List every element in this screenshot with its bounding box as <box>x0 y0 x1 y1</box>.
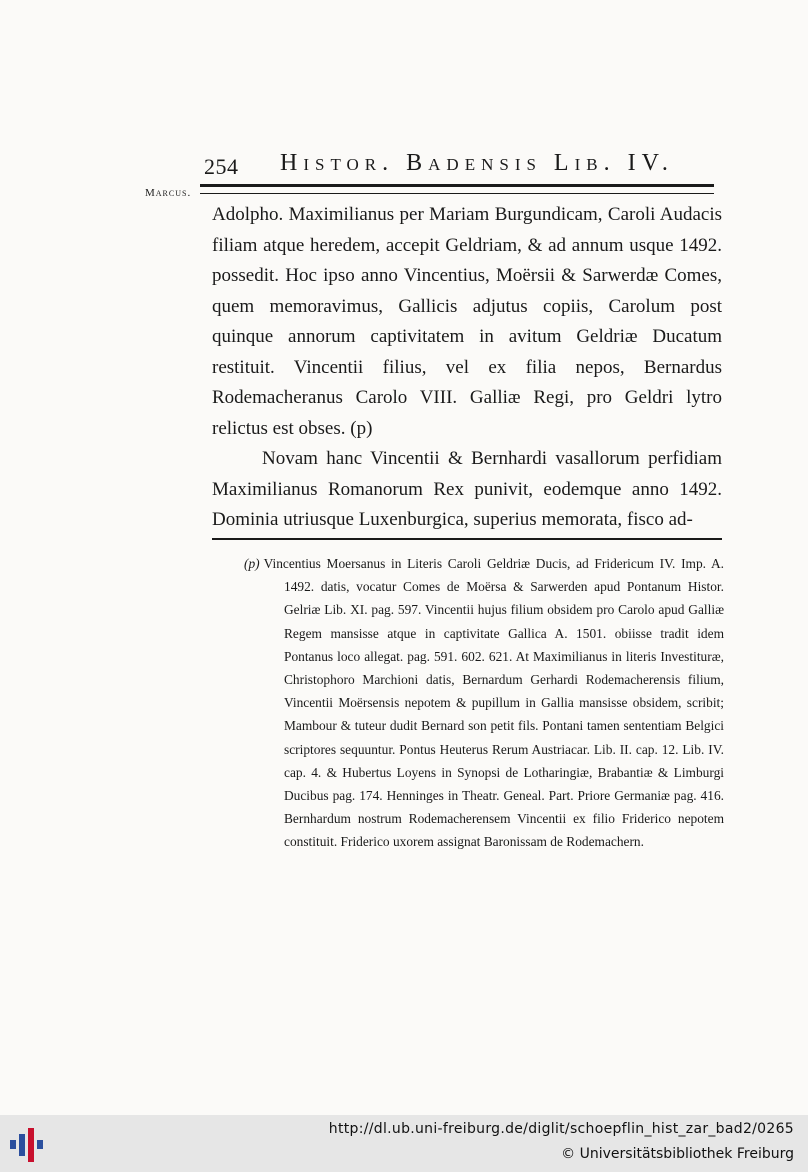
footnote-body <box>244 552 724 854</box>
footnote-mark: (p) <box>244 556 260 571</box>
page-header <box>200 148 720 182</box>
paragraph-1: Adolpho. Maximilianus per Mariam Burgundicam, Caroli Audacis filiam atque heredem, accepit Geldriam, & ad annum usque 1492. possedit. Hoc ipso anno Vincentius, Moërsii & Sarwerdæ Comes, quem memoravimus, Gallicis adjutus copiis, Carolum post quinque annorum captivitatem in avitum Geldriæ Ducatum restituit. Vincentii filius, vel ex filia nepos, Bernardus Rodemacheranus Carolo VIII. Galliæ Regi, pro Geldri lytro relictus est obses. (p) <box>212 204 722 439</box>
copyright-notice: © Universitätsbibliothek Freiburg <box>561 1146 794 1162</box>
running-title: Histor. Badensis Lib. IV. <box>280 150 674 176</box>
footnote-rule <box>212 538 722 540</box>
header-rule <box>200 184 714 194</box>
library-logo-icon <box>8 1124 48 1164</box>
margin-note: Marcus. <box>145 187 192 199</box>
footnote-text: Vincentius Moersanus in Literis Caroli Geldriæ Ducis, ad Fridericum IV. Imp. A. 1492. datis, vocatur Comes de Moërsa & Sarwerden apud Pontanum Histor. Gelriæ Lib. XI. pag. 597. Vincentii hujus filium obsidem pro Carolo apud Galliæ Regem mansisse atque in captivitate Gallica A. 1501. obiisse tradit idem Pontanus loco allegat. pag. 591. 602. 621. At Maximilianus in literis Investituræ, Christophoro Marchioni datis, Bernardum Gerhardi Rodemacherensis filium, Vincentii Moërsensis nepotem & pupillum in Gallia mansisse obsidem, scribit; Mambour & tuteur dudit Bernard son petit fils. Pontani tamen sententiam Belgici scriptores sequuntur. Pontus Heuterus Rerum Austriacar. Lib. II. cap. 12. Lib. IV. cap. 4. & Hubertus Loyens in Synopsi de Lotharingiæ, Brabantiæ & Limburgi Ducibus pag. 174. Henninges in Theatr. Geneal. Part. Priore Germaniæ pag. 416. Bernhardum nostrum Rodemacherensem Vincentii ex filio Friderico nepotem constituit. Friderico uxorem assignat Baronissam de Rodemachern. <box>263 556 724 850</box>
main-text <box>212 200 722 536</box>
footer-bar <box>0 1115 808 1172</box>
footnote <box>244 552 724 854</box>
page-number: 254 <box>204 154 239 179</box>
paragraph-2: Novam hanc Vincentii & Bernhardi vasallorum perfidiam Maximilianus Romanorum Rex punivit, eodemque anno 1492. Dominia utriusque Luxenburgica, superius memorata, fisco ad- <box>212 448 722 530</box>
permalink-url[interactable]: http://dl.ub.uni-freiburg.de/diglit/schoepflin_hist_zar_bad2/0265 <box>328 1121 794 1137</box>
